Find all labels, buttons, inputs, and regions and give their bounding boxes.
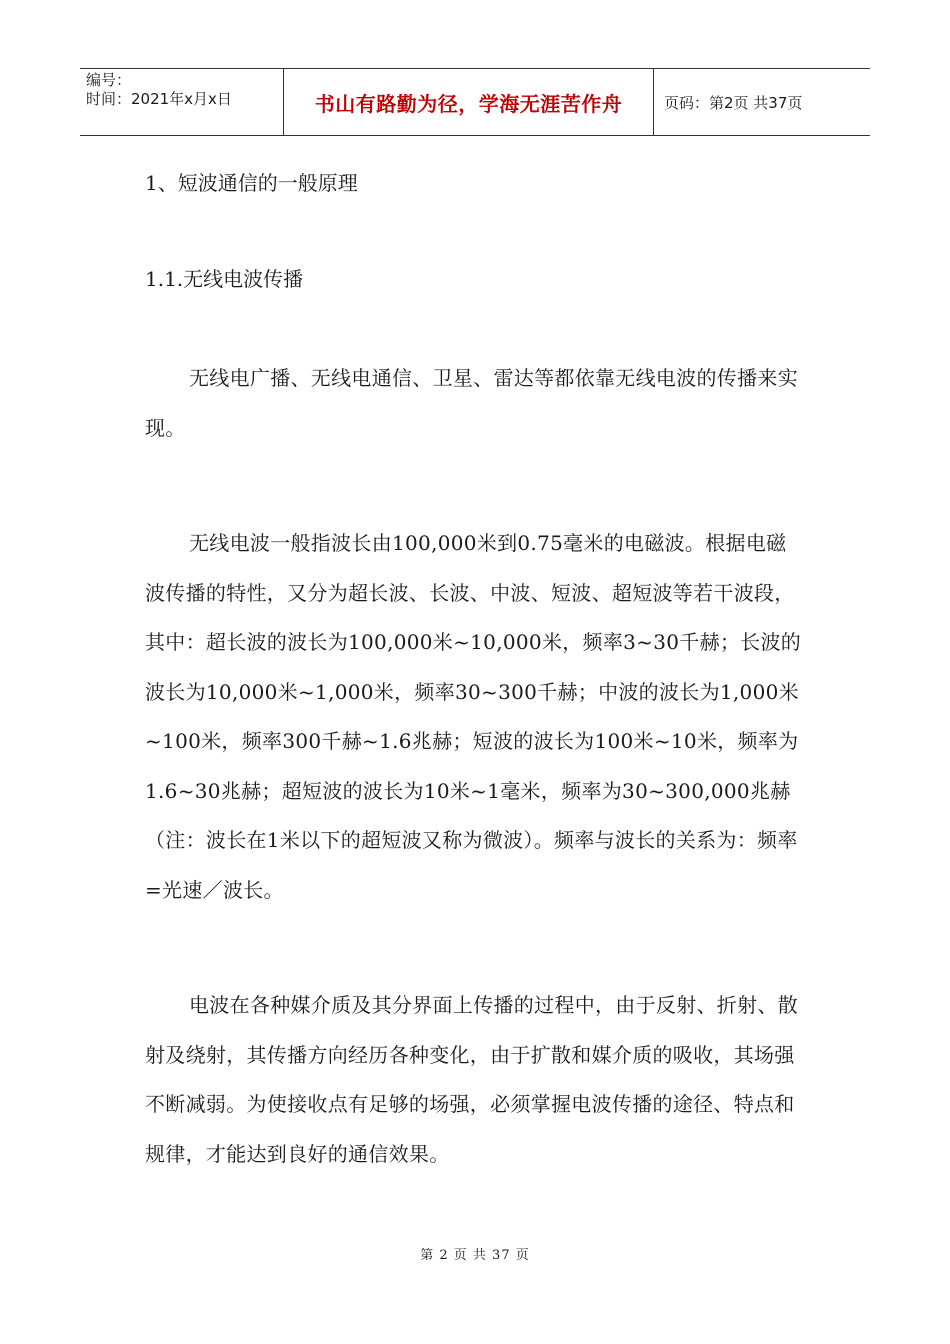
header-page-info: 页码：第2页 共37页: [664, 93, 803, 112]
paragraph: 无线电波一般指波长由100,000米到0.75毫米的电磁波。根据电磁波传播的特性，又分为超长波、长波、中波、短波、超短波等若干波段，其中：超长波的波长为100,000米~10,000米，频率3~30千赫；长波的波长为10,000米~1,000米，频率30~300千赫；中波的波长为1,000米~100米，频率300千赫~1.6兆赫；短波的波长为100米~10米，频率为1.6~30兆赫；超短波的波长为10米~1毫米，频率为30~300,000兆赫（注：波长在1米以下的超短波又称为微波）。频率与波长的关系为：频率=光速／波长。: [145, 531, 802, 902]
section-heading: 1、短波通信的一般原理: [145, 171, 358, 195]
paragraph: 电波在各种媒介质及其分界面上传播的过程中，由于反射、折射、散射及绕射，其传播方向经历各种变化，由于扩散和媒介质的吸收，其场强不断减弱。为使接收点有足够的场强，必须掌握电波传播的途径、特点和规律，才能达到良好的通信效果。: [145, 993, 798, 1166]
number-label: 编号：: [86, 71, 132, 89]
subsection-heading: 1.1.无线电波传播: [145, 267, 304, 291]
page-footer: 第 2 页 共 37 页: [420, 1248, 530, 1263]
header-meta: [80, 69, 283, 135]
time-label: 时间：2021年x月x日: [86, 90, 232, 108]
paragraph: 无线电广播、无线电通信、卫星、雷达等都依靠无线电波的传播来实现。: [145, 366, 798, 440]
page-header: [80, 68, 870, 136]
document-body: [145, 168, 805, 1245]
header-motto: 书山有路勤为径，学海无涯苦作舟: [283, 69, 654, 135]
